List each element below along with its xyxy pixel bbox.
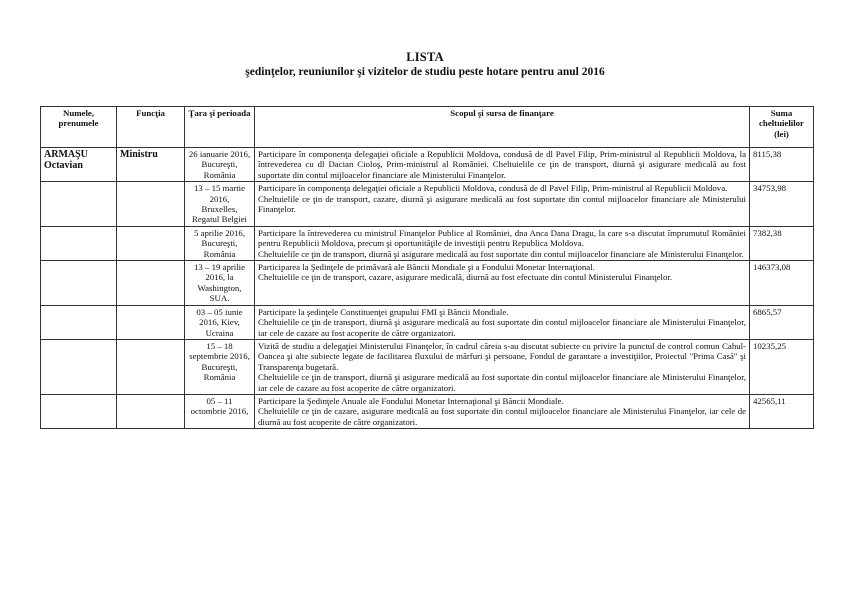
purpose-paragraph: Cheltuielile ce ţin de transport, diurnă şi asigurare medicală au fost suportate din contul mijloacelor financiare ale Ministerului Finanţelor.: [258, 248, 744, 259]
table-row: [41, 305, 814, 339]
person-surname: ARMAŞU: [44, 149, 88, 160]
person-firstname: Octavian: [44, 160, 83, 171]
amount-cell: 8115,38: [750, 148, 814, 182]
table-row: [41, 182, 814, 227]
purpose-cell: [255, 182, 750, 227]
place-text: Bucureşti, România: [201, 361, 238, 383]
amount-cell: 7382,38: [750, 226, 814, 260]
country-period-cell: [185, 305, 255, 339]
empty-function-cell: [117, 261, 185, 306]
purpose-paragraph: Cheltuielile ce ţin de transport, cazare, diurnă şi asigurare medicală au fost suportate din contul mijloacelor financiare ale Ministerului Finanţelor.: [258, 193, 746, 215]
empty-function-cell: [117, 226, 185, 260]
purpose-cell: [255, 261, 750, 306]
purpose-paragraph: Participare în componenţa delegaţiei oficiale a Republicii Moldova, condusă de dl Pavel Filip, Prim-ministrul al Republicii Moldova.: [258, 183, 728, 194]
purpose-cell: [255, 148, 750, 182]
empty-function-cell: [117, 339, 185, 394]
empty-name-cell: [41, 394, 117, 428]
header-country: Ţara şi perioada: [185, 107, 255, 148]
period-text: 13 – 15 martie 2016,: [193, 183, 246, 204]
amount-cell: 10235,25: [750, 339, 814, 394]
place-text: Bucureşti, România: [201, 238, 238, 259]
period-text: 03 – 05 iunie 2016, Kiev,: [196, 306, 243, 328]
table-row: [41, 226, 814, 260]
empty-name-cell: [41, 226, 117, 260]
document-subtitle: şedinţelor, reuniunilor şi vizitelor de studiu peste hotare pentru anul 2016: [245, 66, 605, 78]
table-row: [41, 148, 814, 182]
purpose-cell: [255, 339, 750, 394]
purpose-paragraph: Vizită de studiu a delegaţiei Ministerului Finanţelor, în cadrul căreia s-au discutat subiecte cu privire la punctul de control comun Cahul-Oancea şi alte subiecte legate de facilitarea fluxului de mărfuri şi persoane, Fondul de garantare a investiţiilor, Proiectul "Prima Casă" şi Transparenţa bugetară.: [258, 340, 746, 372]
country-period-cell: [185, 339, 255, 394]
header-purpose: Scopul şi sursa de finanţare: [255, 107, 750, 148]
period-text: 13 – 19 aprilie 2016, la: [193, 262, 246, 283]
purpose-paragraph: Participarea la Şedinţele de primăvară ale Băncii Mondiale şi a Fondului Monetar Internaţional.: [258, 262, 595, 273]
place-text: Bucureşti, România: [201, 159, 238, 180]
expenses-table: [40, 106, 814, 429]
table-body: [41, 148, 814, 429]
purpose-paragraph: Cheltuielile ce ţin de transport, cazare, asigurare medicală, diurnă au fost efectuate din contul Ministerului Finanţelor.: [258, 272, 673, 283]
table-row: [41, 261, 814, 306]
header-amount: Suma cheltuielilor (lei): [750, 107, 814, 148]
person-name: [41, 148, 117, 182]
empty-name-cell: [41, 261, 117, 306]
purpose-paragraph: Participare la Şedinţele Anuale ale Fondului Monetar Internaţional şi Băncii Mondiale.: [258, 395, 564, 406]
country-period-cell: [185, 261, 255, 306]
empty-function-cell: [117, 182, 185, 227]
amount-cell: 34753,98: [750, 182, 814, 227]
table-row: [41, 339, 814, 394]
period-text: 15 – 18 septembrie 2016,: [189, 340, 250, 362]
amount-cell: 6865,57: [750, 305, 814, 339]
amount-cell: 42565,11: [750, 394, 814, 428]
place-text: Bruxelles, Regatul Belgiei: [192, 204, 247, 225]
empty-function-cell: [117, 394, 185, 428]
purpose-paragraph: Cheltuielile ce ţin de cazare, asigurare medicală au fost suportate din contul mijloacelor financiare ale Ministerului Finanţelor, iar cele de diurnă au fost acoperite de către organizatori.: [258, 406, 746, 427]
table-header-row: [41, 107, 814, 148]
purpose-cell: [255, 226, 750, 260]
country-period-cell: [185, 394, 255, 428]
place-text: Ucraina: [205, 327, 234, 338]
purpose-paragraph: Participare la întrevederea cu ministrul Finanţelor Publice al României, dna Anca Dana Dragu, la care s-a discutat împrumutul României pentru Republicii Moldova, precum şi oportunităţile de investiţii pentru Republica Moldova.: [258, 227, 746, 249]
period-text: 26 ianuarie 2016,: [188, 149, 251, 159]
empty-name-cell: [41, 305, 117, 339]
empty-name-cell: [41, 182, 117, 227]
empty-function-cell: [117, 305, 185, 339]
country-period-cell: [185, 226, 255, 260]
document-title: LISTA: [406, 50, 444, 64]
amount-cell: 146373,08: [750, 261, 814, 306]
country-period-cell: [185, 148, 255, 182]
place-text: Washington, SUA.: [197, 282, 242, 304]
header-function: Funcţia: [117, 107, 185, 148]
purpose-cell: [255, 394, 750, 428]
purpose-paragraph: Participare la şedinţele Constituenţei grupului FMI şi Băncii Mondiale.: [258, 306, 509, 317]
country-period-cell: [185, 182, 255, 227]
header-name: Numele, prenumele: [41, 107, 117, 148]
purpose-cell: [255, 305, 750, 339]
person-function: Ministru: [117, 148, 185, 182]
empty-name-cell: [41, 339, 117, 394]
period-text: 05 – 11 octombrie 2016,: [190, 395, 249, 417]
purpose-paragraph: Cheltuielile ce ţin de transport, diurnă şi asigurare medicală au fost suportate din contul mijloacelor financiare ale Ministerului Finanţelor, iar cele de cazare au fost acoperite de către organizatori.: [258, 317, 746, 338]
period-text: 5 aprilie 2016,: [193, 227, 246, 238]
table-row: [41, 394, 814, 428]
purpose-paragraph: Participare în componenţa delegaţiei oficiale a Republicii Moldova, condusă de dl Pavel Filip, Prim-ministrul al Republicii Moldova, la întrevederea cu dl Dacian Cioloş, Prim-ministrul al României. Cheltuielile ce ţin de transport, diurnă şi asigurare medicală au fost suportate din contul mijloacelor financiare ale Ministerului Finanţelor.: [258, 149, 746, 180]
purpose-paragraph: Cheltuielile ce ţin de transport, diurnă şi asigurare medicală au fost suportate din contul mijloacelor financiare ale Ministerului Finanţelor, iar cele de cazare au fost acoperite de către organizatori.: [258, 372, 746, 393]
